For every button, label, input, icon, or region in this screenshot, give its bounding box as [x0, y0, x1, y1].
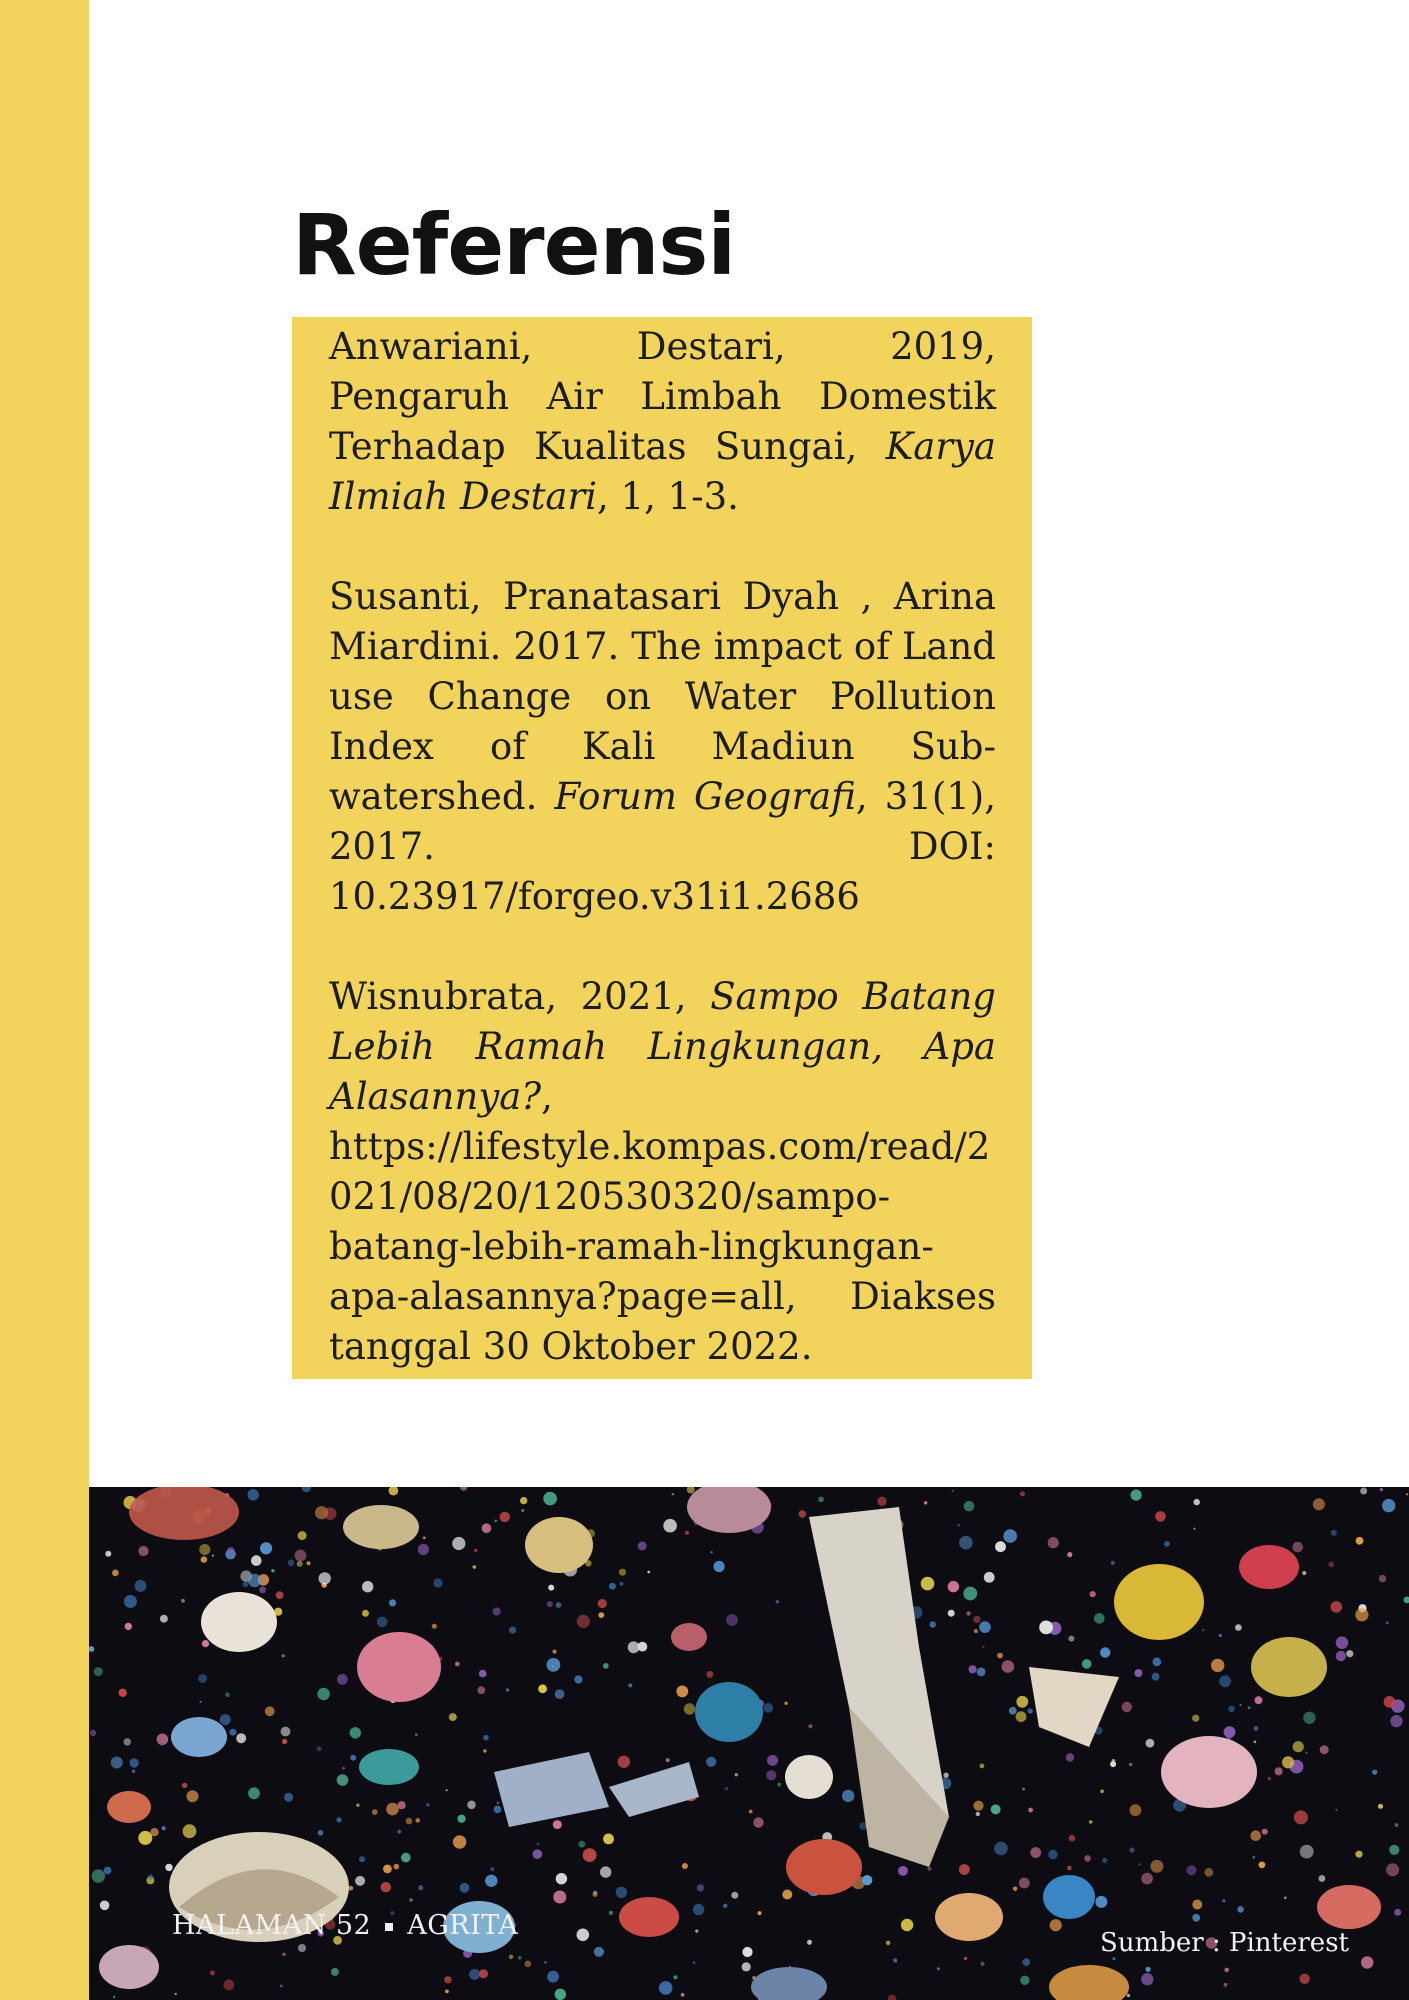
page-title: Referensi	[292, 196, 736, 294]
references-box	[292, 317, 1032, 1379]
image-source-credit: Sumber : Pinterest	[1100, 1928, 1349, 1958]
reference-item: Wisnubrata, 2021, Sampo Batang Lebih Ramah Lingkungan, Apa Alasannya?, https://lifestyle.kompas.com/read/2021/08/20/120530320/sampo-batang-lebih-ramah-lingkungan-apa-alasannya?page=all, Diakses tanggal 30 Oktober 2022.	[329, 975, 996, 1368]
separator-square-icon	[385, 1923, 393, 1931]
page-label: HALAMAN	[172, 1910, 327, 1941]
page-footer	[172, 1910, 518, 1941]
reference-item: Anwariani, Destari, 2019, Pengaruh Air Limbah Domestik Terhadap Kualitas Sungai, Karya Ilmiah Destari, 1, 1-3.	[329, 325, 996, 518]
reference-item: Susanti, Pranatasari Dyah , Arina Miardini. 2017. The impact of Land use Change on Water Pollution Index of Kali Madiun Sub-watershed. Forum Geografi, 31(1), 2017. DOI: 10.23917/forgeo.v31i1.2686	[329, 575, 996, 918]
magazine-name: AGRITA	[407, 1910, 519, 1941]
page-number: 52	[335, 1910, 372, 1941]
left-accent-bar	[0, 0, 89, 2000]
